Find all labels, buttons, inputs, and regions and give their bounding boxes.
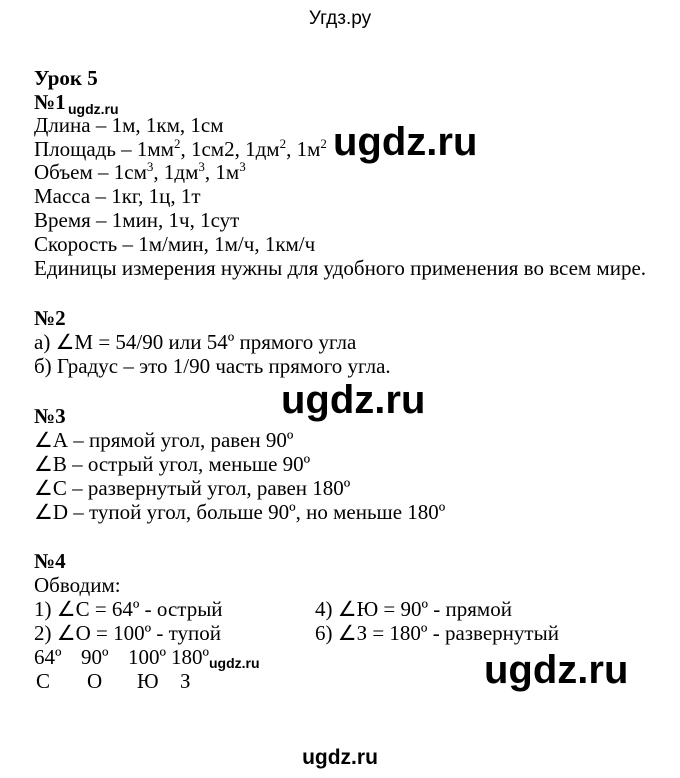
- task4-letter: О: [87, 669, 103, 693]
- task1-length: Длина – 1м, 1км, 1см: [34, 113, 224, 137]
- area-part-c: , 1м: [286, 137, 321, 161]
- volume-exp-3: 3: [239, 159, 246, 174]
- task1-conclusion: Единицы измерения нужны для удобного применения во всем мире.: [34, 256, 647, 280]
- volume-exp-2: 3: [198, 159, 205, 174]
- task4-angle: 90º: [81, 645, 109, 669]
- task1-volume: [34, 160, 246, 184]
- task4-right-1: 4) ∠Ю = 90º - прямой: [315, 597, 512, 621]
- task1-number: №1: [34, 90, 66, 114]
- task4-angle: 64º: [34, 645, 62, 669]
- task4-letter: З: [180, 669, 191, 693]
- task3-line: ∠А – прямой угол, равен 90º: [34, 428, 294, 452]
- watermark-small-2: ugdz.ru: [209, 655, 260, 671]
- area-exp-3: 2: [320, 136, 327, 151]
- watermark-large-1: ugdz.ru: [333, 120, 478, 164]
- task4-letter: Ю: [137, 669, 159, 693]
- volume-part-c: , 1м: [204, 160, 240, 184]
- task4-angle: 180º: [171, 645, 210, 669]
- task4-left-2: 2) ∠О = 100º - тупой: [34, 621, 221, 645]
- volume-part-b: , 1дм: [153, 160, 199, 184]
- site-header: Угдз.ру: [308, 8, 372, 29]
- footer-watermark: ugdz.ru: [302, 746, 378, 769]
- task3-line: ∠С – развернутый угол, равен 180º: [34, 476, 351, 500]
- task4-right-2: 6) ∠З = 180º - развернутый: [315, 621, 559, 645]
- task2-a: а) ∠М = 54/90 или 54º прямого угла: [34, 330, 357, 354]
- task1-area: [34, 137, 327, 161]
- task2-b: б) Градус – это 1/90 часть прямого угла.: [34, 354, 391, 378]
- task4-left-1: 1) ∠С = 64º - острый: [34, 597, 223, 621]
- volume-exp-1: 3: [146, 159, 154, 174]
- volume-part-a: Объем – 1см: [34, 160, 147, 184]
- task4-number: №4: [34, 549, 66, 573]
- watermark-large-2: ugdz.ru: [281, 378, 426, 422]
- task2-number: №2: [34, 306, 66, 330]
- task4-letter: С: [36, 669, 51, 693]
- task4-angle: 100º: [128, 645, 167, 669]
- task3-number: №3: [34, 404, 66, 428]
- watermark-small: ugdz.ru: [68, 101, 119, 117]
- task4-intro: Обводим:: [34, 573, 121, 597]
- lesson-title: Урок 5: [34, 66, 98, 90]
- area-part-a: Площадь – 1мм: [34, 137, 174, 161]
- area-exp-2: 2: [279, 136, 287, 151]
- watermark-large-3: ugdz.ru: [484, 648, 629, 692]
- task3-line: ∠D – тупой угол, больше 90º, но меньше 180º: [34, 500, 446, 524]
- task1-speed: Скорость – 1м/мин, 1м/ч, 1км/ч: [34, 232, 316, 256]
- task1-mass: Масса – 1кг, 1ц, 1т: [34, 184, 201, 208]
- area-exp-1: 2: [173, 136, 181, 151]
- task3-line: ∠В – острый угол, меньше 90º: [34, 452, 311, 476]
- area-part-b: , 1см2, 1дм: [180, 137, 280, 161]
- task1-time: Время – 1мин, 1ч, 1сут: [34, 208, 240, 232]
